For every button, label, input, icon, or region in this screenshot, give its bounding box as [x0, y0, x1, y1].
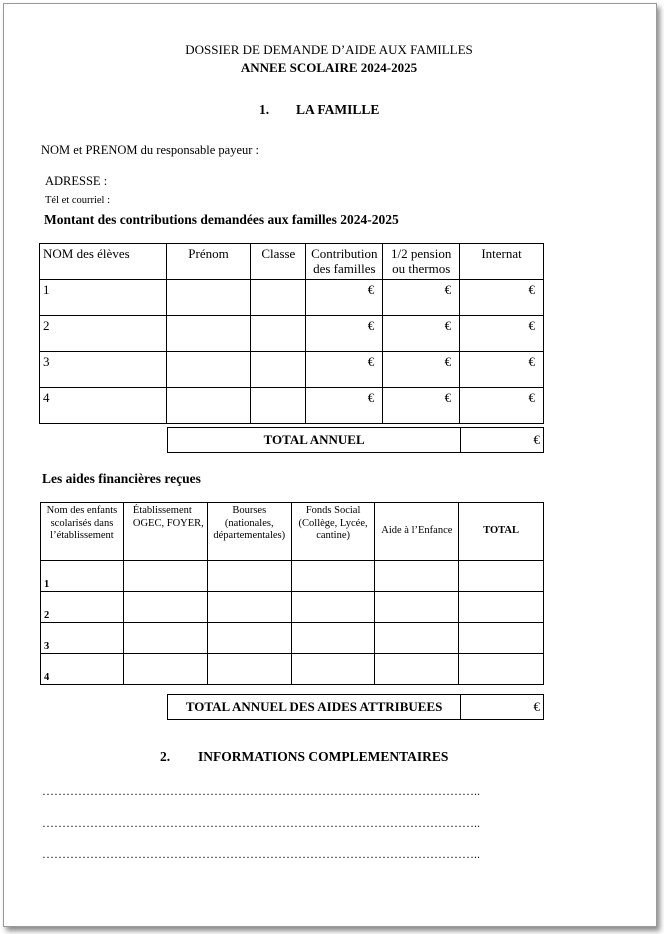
aides-table	[40, 502, 544, 685]
cell-internat[interactable]: €	[460, 280, 544, 316]
cell-bourses[interactable]	[207, 623, 291, 654]
col-header-aide-enfance: Aide à l’Enfance	[375, 503, 459, 561]
row-number: 2	[40, 316, 167, 352]
aides-total-label: TOTAL ANNUEL DES AIDES ATTRIBUEES	[168, 695, 461, 720]
cell-demi-pension[interactable]: €	[383, 388, 460, 424]
contributions-table	[39, 243, 544, 424]
cell-prenom[interactable]	[166, 388, 251, 424]
cell-demi-pension[interactable]: €	[383, 280, 460, 316]
school-year: ANNEE SCOLAIRE 2024-2025	[240, 60, 418, 75]
section-1-number: 1.	[259, 102, 270, 117]
table-row	[40, 280, 544, 316]
cell-etablissement[interactable]	[123, 561, 207, 592]
cell-bourses[interactable]	[207, 561, 291, 592]
annual-total-label: TOTAL ANNUEL	[168, 428, 461, 453]
table-row	[41, 592, 544, 623]
cell-aide-enfance[interactable]	[375, 623, 459, 654]
cell-classe[interactable]	[251, 280, 306, 316]
payer-name-label: NOM et PRENOM du responsable payeur :	[41, 143, 260, 157]
cell-total[interactable]	[459, 654, 544, 685]
col-header-enfants: Nom des enfants scolarisés dans l’établissement	[41, 503, 124, 561]
cell-demi-pension[interactable]: €	[383, 316, 460, 352]
cell-demi-pension[interactable]: €	[383, 352, 460, 388]
col-header-classe: Classe	[251, 244, 306, 280]
cell-aide-enfance[interactable]	[375, 561, 459, 592]
cell-prenom[interactable]	[166, 316, 251, 352]
aides-header-row	[41, 503, 544, 561]
cell-prenom[interactable]	[166, 280, 251, 316]
table-row	[40, 388, 544, 424]
table-row	[41, 654, 544, 685]
col-header-prenom: Prénom	[166, 244, 251, 280]
cell-total[interactable]	[459, 623, 544, 654]
col-header-internat: Internat	[460, 244, 544, 280]
cell-fonds-social[interactable]	[291, 592, 375, 623]
row-number: 1	[40, 280, 167, 316]
cell-etablissement[interactable]	[123, 623, 207, 654]
contributions-heading: Montant des contributions demandées aux familles 2024-2025	[44, 212, 399, 227]
info-line[interactable]: ………………………………………………………………………………………………..	[42, 816, 480, 830]
cell-aide-enfance[interactable]	[375, 592, 459, 623]
row-number: 4	[41, 654, 124, 685]
aides-total-value[interactable]: €	[461, 695, 544, 720]
cell-internat[interactable]: €	[460, 316, 544, 352]
table-row	[41, 561, 544, 592]
cell-fonds-social[interactable]	[291, 623, 375, 654]
annual-total-value[interactable]: €	[461, 428, 544, 453]
cell-total[interactable]	[459, 561, 544, 592]
cell-fonds-social[interactable]	[291, 654, 375, 685]
contributions-header-row	[40, 244, 544, 280]
col-header-etablissement: Établissement OGEC, FOYER,	[123, 503, 207, 561]
cell-prenom[interactable]	[166, 352, 251, 388]
aides-total-table	[167, 694, 544, 720]
phone-email-label: Tél et courriel :	[45, 195, 111, 206]
col-header-demi-pension: 1/2 pension ou thermos	[383, 244, 460, 280]
cell-contribution[interactable]: €	[306, 280, 383, 316]
aides-heading: Les aides financières reçues	[42, 471, 201, 486]
cell-classe[interactable]	[251, 352, 306, 388]
table-row	[40, 316, 544, 352]
annual-total-table	[167, 427, 544, 453]
cell-classe[interactable]	[251, 316, 306, 352]
cell-total[interactable]	[459, 592, 544, 623]
cell-bourses[interactable]	[207, 592, 291, 623]
cell-etablissement[interactable]	[123, 654, 207, 685]
row-number: 3	[40, 352, 167, 388]
row-number: 4	[40, 388, 167, 424]
cell-internat[interactable]: €	[460, 388, 544, 424]
section-2-title: INFORMATIONS COMPLEMENTAIRES	[198, 749, 449, 764]
section-1-title: LA FAMILLE	[296, 102, 380, 117]
table-row	[41, 623, 544, 654]
cell-etablissement[interactable]	[123, 592, 207, 623]
info-line[interactable]: ………………………………………………………………………………………………..	[42, 847, 480, 861]
section-2-heading	[160, 749, 448, 765]
cell-contribution[interactable]: €	[306, 352, 383, 388]
row-number: 1	[41, 561, 124, 592]
cell-bourses[interactable]	[207, 654, 291, 685]
cell-contribution[interactable]: €	[306, 388, 383, 424]
row-number: 2	[41, 592, 124, 623]
cell-fonds-social[interactable]	[291, 561, 375, 592]
cell-aide-enfance[interactable]	[375, 654, 459, 685]
section-1-heading	[259, 102, 379, 118]
cell-contribution[interactable]: €	[306, 316, 383, 352]
table-row	[40, 352, 544, 388]
cell-internat[interactable]: €	[460, 352, 544, 388]
cell-classe[interactable]	[251, 388, 306, 424]
col-header-nom: NOM des élèves	[40, 244, 167, 280]
col-header-total: TOTAL	[459, 503, 544, 561]
row-number: 3	[41, 623, 124, 654]
col-header-bourses: Bourses (nationales, départementales)	[207, 503, 291, 561]
section-2-number: 2.	[160, 749, 171, 764]
address-label: ADRESSE :	[45, 174, 108, 188]
col-header-fonds-social: Fonds Social (Collège, Lycée, cantine)	[291, 503, 375, 561]
col-header-contribution: Contribution des familles	[306, 244, 383, 280]
document-title: DOSSIER DE DEMANDE D’AIDE AUX FAMILLES	[185, 42, 473, 57]
info-line[interactable]: ………………………………………………………………………………………………..	[42, 784, 480, 798]
